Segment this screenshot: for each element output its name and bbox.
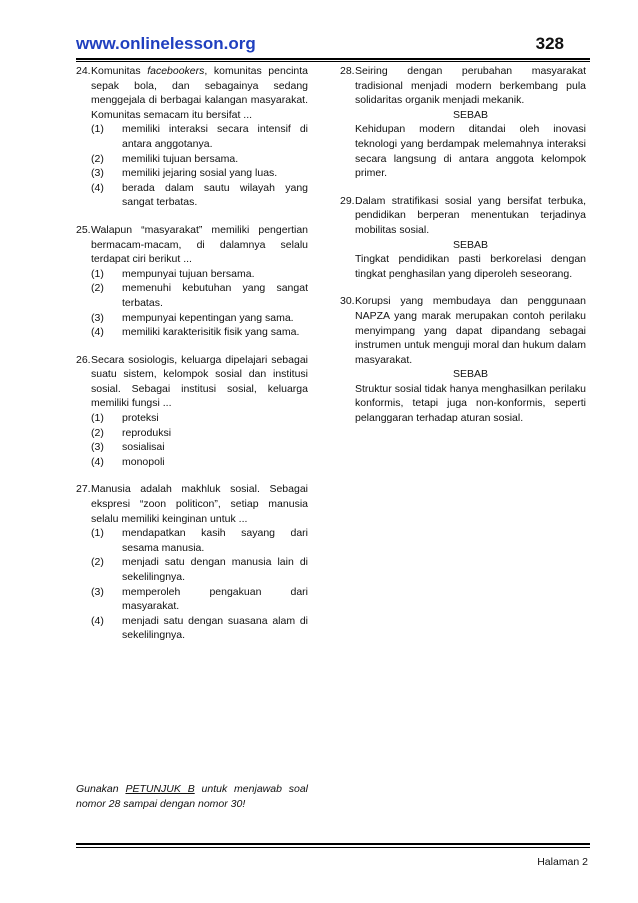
- question-number: 28.: [340, 65, 355, 77]
- site-url[interactable]: www.onlinelesson.org: [76, 34, 256, 53]
- stem-italic: facebookers: [147, 65, 205, 77]
- instruction-text: [76, 782, 308, 811]
- option: [91, 411, 308, 426]
- option-text: sosialisai: [122, 441, 165, 454]
- question-number: 24.: [76, 65, 91, 77]
- left-column: [76, 64, 308, 656]
- option-number: (2): [91, 426, 104, 439]
- sebab-label: SEBAB: [452, 368, 489, 381]
- question-reason: Struktur sosial tidak hanya menghasilkan perilaku konformis, tetapi juga non-konformis, seperti pelanggaran terhadap aturan sosial.: [355, 382, 586, 425]
- option: [91, 311, 308, 326]
- option-number: (4): [91, 181, 104, 194]
- option-number: (1): [91, 123, 104, 136]
- option-text: mempunyai kepentingan yang sama.: [122, 311, 294, 324]
- footer-rule: [76, 843, 590, 845]
- sebab-label: SEBAB: [452, 238, 489, 251]
- option-text: memiliki tujuan bersama.: [122, 152, 239, 165]
- stem-text: , komunitas pencinta sepak bola, dan sebagainya sedang menggejala di berbagai kalangan masyarakat. Komunitas semacam itu bersifat ...: [91, 65, 308, 121]
- instruction-underlined: PETUNJUK B: [125, 783, 195, 795]
- question-statement: Dalam stratifikasi sosial yang bersifat terbuka, pendidikan berperan menentukan terjadinya mobilitas sosial.: [355, 194, 586, 236]
- option-number: (3): [91, 311, 104, 324]
- question-stem: Manusia adalah makhluk sosial. Sebagai ekspresi “zoon politicon”, setiap manusia selalu memiliki keinginan untuk ...: [91, 483, 308, 525]
- option-text: monopoli: [122, 455, 165, 468]
- option-number: (3): [91, 585, 104, 598]
- question-number: 30.: [340, 295, 355, 308]
- page-footer: Halaman 2: [537, 856, 588, 868]
- question-stem: Secara sosiologis, keluarga dipelajari sebagai suatu sistem, kelompok sosial dan institusi sosial. Sebagai institusi sosial, keluarga memiliki fungsi ...: [91, 353, 308, 410]
- option-text: reproduksi: [122, 426, 172, 439]
- question-27: [76, 482, 308, 643]
- option: [91, 281, 308, 310]
- option-number: (4): [91, 614, 104, 627]
- option: [91, 455, 308, 470]
- instruction-post: untuk menjawab soal nomor 28 sampai dengan nomor 30!: [76, 783, 309, 810]
- option-number: (1): [91, 267, 104, 280]
- stem-text: Komunitas: [91, 65, 148, 77]
- question-stem: [91, 64, 308, 122]
- option: [91, 526, 308, 555]
- footer-rule-thin: [76, 847, 590, 848]
- question-statement: Seiring dengan perubahan masyarakat tradisional menjadi modern berkembang pula solidaritas organik menjadi mekanik.: [355, 65, 586, 107]
- option-number: (2): [91, 282, 104, 295]
- option-number: (4): [91, 326, 104, 339]
- question-number: 29.: [340, 194, 355, 207]
- option-text: mendapatkan kasih sayang dari sesama manusia.: [122, 527, 308, 554]
- question-30: [340, 294, 586, 425]
- option: [91, 166, 308, 181]
- option-text: proteksi: [122, 412, 159, 425]
- question-reason: Tingkat pendidikan pasti berkorelasi dengan tingkat penghasilan yang diperoleh seseorang.: [355, 253, 586, 280]
- question-26: [76, 353, 308, 470]
- option: [91, 440, 308, 455]
- question-stem: Walapun “masyarakat” memiliki pengertian bermacam-macam, di dalamnya selalu terdapat ciri berikut ...: [91, 223, 308, 266]
- option-text: memiliki jejaring sosial yang luas.: [122, 167, 278, 180]
- option: [91, 122, 308, 151]
- question-reason: Kehidupan modern ditandai oleh inovasi teknologi yang berdampak melemahnya interaksi secara langsung di antara anggota kelompok primer.: [355, 123, 586, 180]
- option: [91, 181, 308, 210]
- question-number: 27.: [76, 483, 91, 496]
- header-rule-thin: [76, 61, 590, 62]
- option-text: memperoleh pengakuan dari masyarakat.: [122, 585, 308, 613]
- option-text: menjadi satu dengan suasana alam di sekelilingnya.: [122, 614, 308, 642]
- question-number: 26.: [76, 353, 91, 366]
- page-header: [76, 34, 564, 60]
- question-28: [340, 64, 586, 181]
- option-number: (3): [91, 441, 104, 454]
- option-number: (2): [91, 152, 104, 165]
- right-column: [340, 64, 586, 439]
- sebab-label: SEBAB: [452, 108, 489, 121]
- question-number: 25.: [76, 223, 91, 236]
- option-number: (1): [91, 412, 104, 425]
- option: [91, 614, 308, 643]
- option: [91, 267, 308, 282]
- question-24: [76, 64, 308, 210]
- option-text: mempunyai tujuan bersama.: [122, 267, 255, 280]
- page-number: 328: [535, 34, 564, 53]
- option: [91, 585, 308, 614]
- instruction-pre: Gunakan: [76, 783, 126, 795]
- option-number: (3): [91, 167, 104, 180]
- question-25: [76, 223, 308, 340]
- option: [91, 152, 308, 167]
- option-text: memiliki interaksi secara intensif di antara anggotanya.: [122, 123, 308, 150]
- option-number: (1): [91, 527, 104, 540]
- option-text: berada dalam sautu wilayah yang sangat terbatas.: [122, 181, 308, 209]
- option: [91, 555, 308, 584]
- option-text: memenuhi kebutuhan yang sangat terbatas.: [122, 282, 308, 309]
- header-rule: [76, 58, 590, 60]
- question-statement: Korupsi yang membudaya dan penggunaan NAPZA yang marak merupakan contoh perilaku menyimpang yang dapat dipandang sebagai instrumen untuk menguji moral dan hukum dalam masyarakat.: [355, 295, 586, 366]
- question-29: [340, 194, 586, 282]
- option-number: (2): [91, 556, 104, 569]
- option-text: memiliki karakterisitik fisik yang sama.: [122, 326, 300, 339]
- option: [91, 325, 308, 340]
- option-text: menjadi satu dengan manusia lain di sekelilingnya.: [122, 556, 308, 583]
- option-number: (4): [91, 455, 104, 468]
- option: [91, 426, 308, 441]
